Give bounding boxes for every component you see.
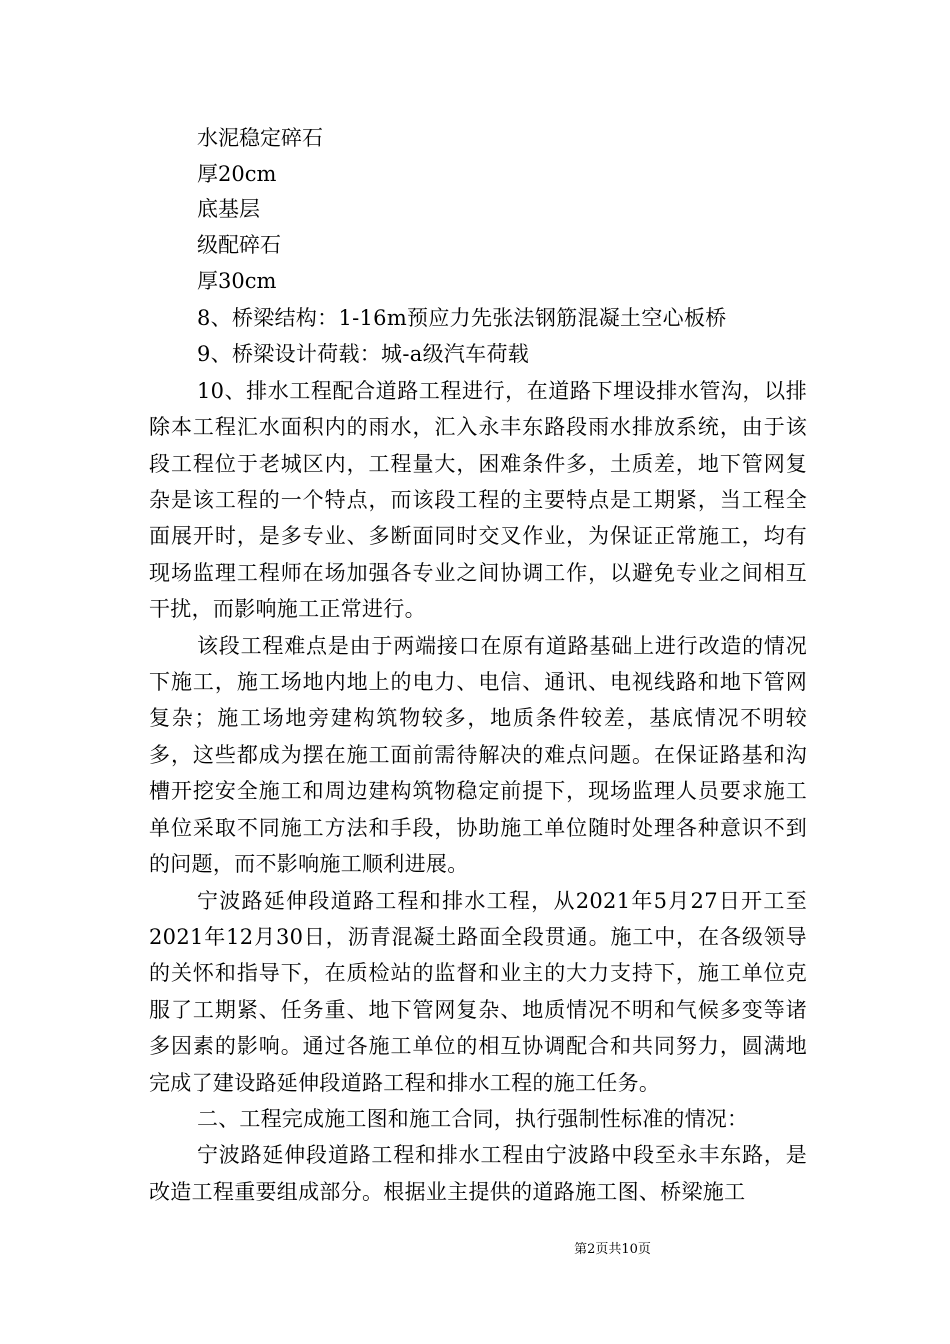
structure-line: 级配碎石 (197, 233, 281, 258)
paragraph-difficulties: 该段工程难点是由于两端接口在原有道路基础上进行改造的情况下施工，施工场地内地上的电力、电信、通讯、电视线路和地下管网复杂；施工场地旁建构筑物较多，地质条件较差，基底情况不明较多，这些都成为摆在施工面前需待解决的难点问题。在保证路基和沟槽开挖安全施工和周边建构筑物稳定前提下，现场监理人员要求施工单位采取不同施工方法和手段，协助施工单位随时处理各种意识不到的问题，而不影响施工顺利进展。 (149, 633, 807, 877)
structure-line: 厚30cm (197, 268, 277, 293)
paragraph-progress: 宁波路延伸段道路工程和排水工程，从2021年5月27日开工至2021年12月30日，沥青混凝土路面全段贯通。施工中，在各级领导的关怀和指导下，在质检站的监督和业主的大力支持下，施工单位克服了工期紧、任务重、地下管网复杂、地质情况不明和气候多变等诸多因素的影响。通过各施工单位的相互协调配合和共同努力，圆满地完成了建设路延伸段道路工程和排水工程的施工任务。 (149, 888, 807, 1095)
page-number: 第2页共10页 (574, 1242, 651, 1257)
body-text (149, 300, 807, 1210)
paragraph-overview: 宁波路延伸段道路工程和排水工程由宁波路中段至永丰东路，是改造工程重要组成部分。根据业主提供的道路施工图、桥梁施工 (149, 1143, 807, 1204)
section-heading: 二、工程完成施工图和施工合同，执行强制性标准的情况： (197, 1106, 749, 1131)
structure-line: 底基层 (197, 197, 260, 222)
structure-line: 厚20cm (197, 161, 277, 186)
paragraph-bridge-load: 9、桥梁设计荷载：城-a级汽车荷载 (197, 342, 530, 367)
page-number-footer (0, 1242, 950, 1258)
structure-line: 水泥稳定碎石 (197, 126, 323, 150)
paragraph-drainage: 10、排水工程配合道路工程进行，在道路下埋设排水管沟，以排除本工程汇水面积内的雨水，汇入永丰东路段雨水排放系统，由于该段工程位于老城区内，工程量大，困难条件多，土质差，地下管网复杂是该工程的一个特点，而该段工程的主要特点是工期紧，当工程全面展开时，是多专业、多断面同时交叉作业，为保证正常施工，均有现场监理工程师在场加强各专业之间协调工作，以避免专业之间相互干扰，而影响施工正常进行。 (149, 378, 807, 622)
pavement-structure-list (197, 121, 323, 299)
paragraph-bridge-structure: 8、桥梁结构：1-16m预应力先张法钢筋混凝土空心板桥 (197, 306, 727, 330)
